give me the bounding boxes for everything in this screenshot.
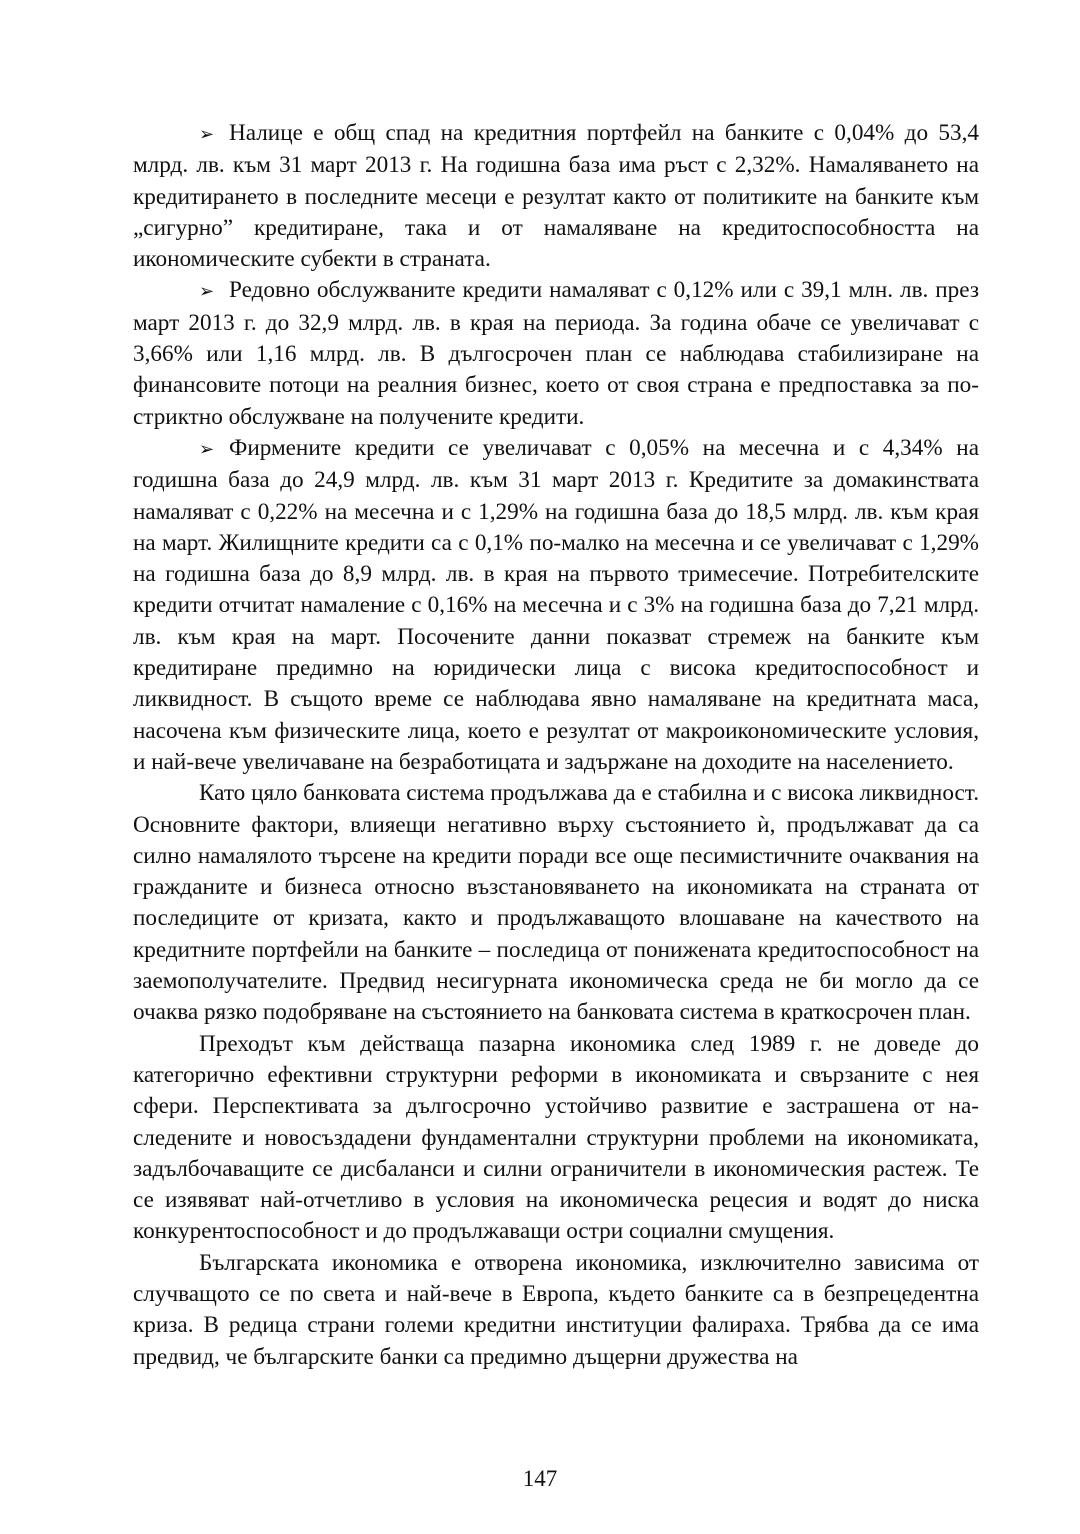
paragraph-market-transition bbox=[133, 1029, 979, 1248]
paragraph-open-economy bbox=[133, 1248, 979, 1373]
paragraph-text: Фирмените кредити се увеличават с 0,05% на месечна и с 4,34% на годишна база до 24,9 млрд. лв. към 31 март 2013 г. Кредитите за домакинствата намаляват с 0,22% на месечна и с 1,29% на годишна база до 18,5 млрд. лв. към края на март. Жилищните кредити са с 0,1% по-малко на месечна и се увеличават с 1,29% на годишна база до 8,9 млрд. лв. в края на първото тримесечие. Потребителските кредити отчитат намаление с 0,16% на месечна и с 3% на годишна база до 7,21 млрд. лв. към края на март. Посочените данни показват стремеж на банките към кредитиране предимно на юридически лица с висока кредитоспособност и ликвидност. В същото време се наблюдава явно намаляване на кредитната маса, насочена към физическите лица, което е резултат от макроикономическите условия, и най-вече увеличаване на безработицата и задържане на доходите на населението. bbox=[133, 434, 979, 775]
page-body bbox=[133, 118, 979, 1373]
bullet-paragraph-3 bbox=[133, 433, 979, 778]
paragraph-text: Българската икономика е отворена икономика, изключително зависима от случващото се по света и най-вече в Европа, където банките са в безпрецедентна криза. В редица страни големи кредитни институции фалираха. Трябва да се има предвид, че българските банки са предимно дъщерни дружества на bbox=[133, 1249, 979, 1370]
bullet-paragraph-1 bbox=[133, 118, 979, 275]
arrow-bullet-icon: ➢ bbox=[199, 281, 215, 303]
paragraph-banking-stability bbox=[133, 778, 979, 1028]
paragraph-text: Редовно обслужваните кредити намаляват с 0,12% или с 39,1 млн. лв. през март 2013 г. до 32,9 млрд. лв. в края на периода. За година обаче се увеличават с 3,66% или 1,16 млрд. лв. В дългосрочен план се наблюдава стабилизиране на финансовите потоци на реалния бизнес, което от своя страна е предпоставка за по-стриктно обслужване на получените кредити. bbox=[133, 277, 979, 430]
paragraph-text: Преходът към действаща пазарна икономика след 1989 г. не доведе до категорично ефективни структурни реформи в икономиката и свързаните с нея сфери. Перспективата за дългосрочно устойчиво развитие е застрашена от наследените и новосъздадени фундаментални структурни проблеми на икономиката, задълбочаващите се дисбаланси и силни ограничители в икономическия растеж. Те се изявяват най-отчетливо в условия на икономическа рецесия и водят до ниска конкурентоспособност и до продължаващи остри социални смущения. bbox=[133, 1030, 979, 1245]
page-number: 147 bbox=[522, 1466, 558, 1491]
arrow-bullet-icon: ➢ bbox=[199, 438, 215, 460]
arrow-bullet-icon: ➢ bbox=[199, 124, 215, 145]
paragraph-text: Налице е общ спад на кредитния портфейл на банките с 0,04% до 53,4 млрд. лв. към 31 март 2013 г. На годишна база има ръст с 2,32%. Намаляването на кредитирането в последните месеци е резултат както от политиките на банките към „сигурно” кредитиране, така и от намаляване на кредитоспособността на икономическите субекти в страната. bbox=[133, 120, 979, 273]
bullet-paragraph-2 bbox=[133, 275, 979, 432]
paragraph-text: Като цяло банковата система продължава да е стабилна и с висока ликвидност. Основните фактори, влияещи негативно върху състоянието ѝ, продължават да са силно намалялото търсене на кредити поради все още песимистичните очаквания на гражданите и бизнеса относно възстановяването на икономиката на страната от последиците от кризата, както и продължаващото влошаване на качеството на кредитните портфейли на банките – последица от понижената кредитоспособност на заемополучателите. Предвид несигурната икономическа среда не би могло да се очаква рязко подобряване на състоянието на банковата система в краткосрочен план. bbox=[133, 780, 979, 1026]
